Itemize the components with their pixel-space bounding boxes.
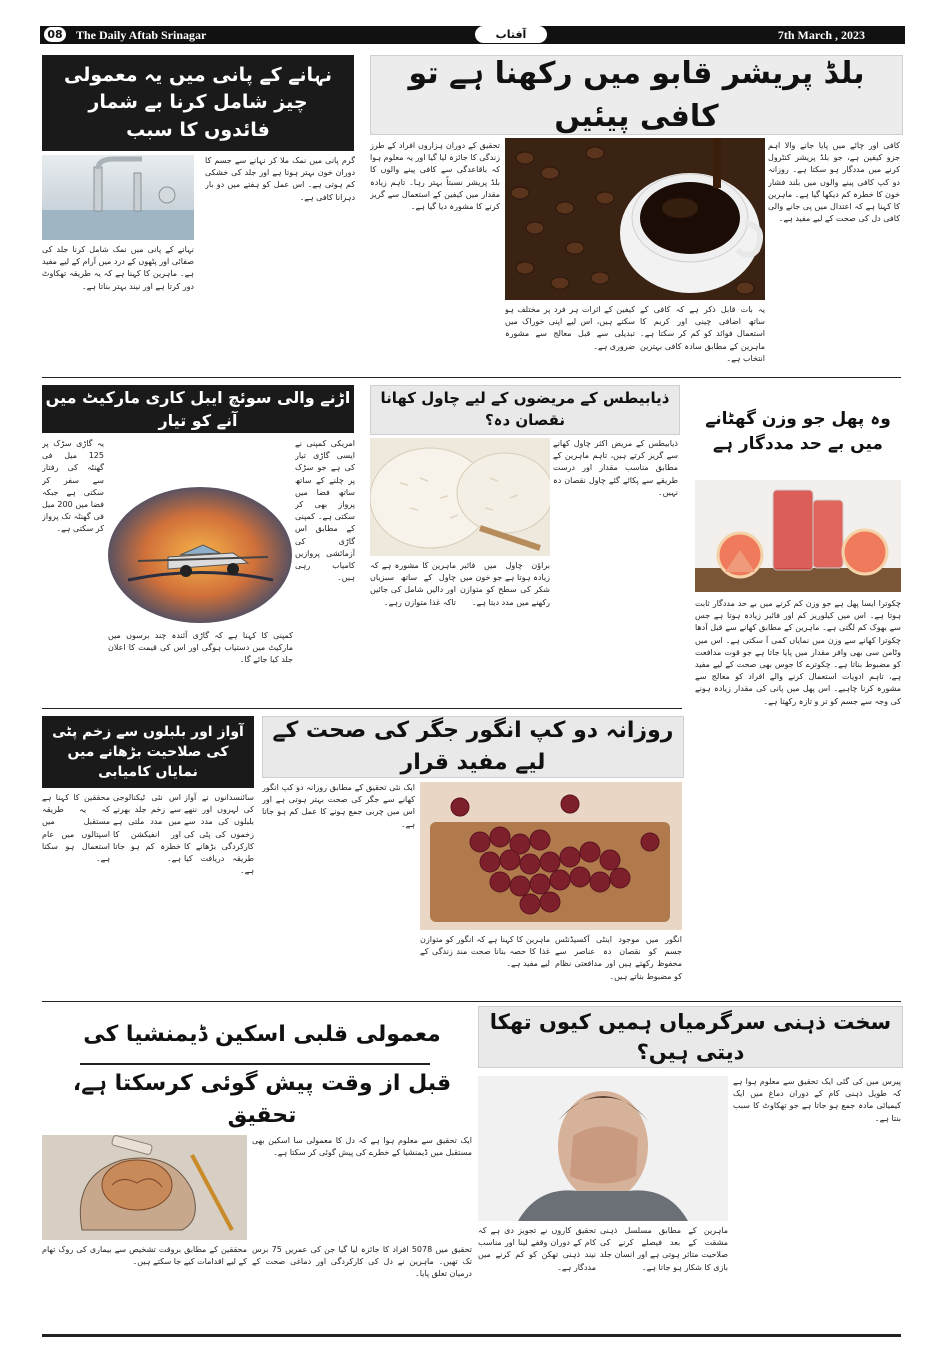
row-divider-3 bbox=[42, 1001, 901, 1002]
grapes-headline: روزانہ دو کپ انگور جگر کی صحت کے لیے مفید قرار bbox=[262, 716, 684, 778]
fruit-body: چکوترا ایسا پھل ہے جو وزن کم کرنے میں بے حد مددگار ثابت ہوتا ہے۔ اس میں کیلوریز کم اور فائبر زیادہ ہوتا ہے جس سے بھوک کم لگتی ہے۔ ماہرین کے مطابق کھانے سے قبل آدھا چکوترا کھانے سے وزن میں نمایاں کمی آ سکتی ہے۔ اس میں وٹامن سی بھی وافر مقدار میں پایا جاتا ہے جو قوت مدافعت کو مضبوط بناتا ہے۔ چکوترے کا جوس بھی صحت کے لیے مفید ہے، تاہم ادویات استعمال کرنے والے افراد کو معالج سے مشورہ کرنا چاہیے۔ اس پھل میں پانی کی مقدار زیادہ ہونے کی وجہ سے جسم کو تر و تازہ رکھتا ہے۔ bbox=[695, 599, 901, 706]
flying-car-image bbox=[108, 485, 293, 625]
dementia-body-col-2: تحقیق میں 5078 افراد کا جائزہ لیا گیا جن کی عمریں 75 برس تک تھیں۔ ماہرین نے دل کی کارکردگی اور دماغی صحت کے درمیان تعلق پایا۔ bbox=[252, 1245, 472, 1279]
issue-date: 7th March , 2023 bbox=[777, 28, 865, 42]
paper-logo: آفتاب bbox=[475, 26, 547, 43]
grapes-body-col-2: انگور میں موجود اینٹی آکسیڈنٹس جسم کو نقصان دہ عناصر سے محفوظ رکھتے ہیں اور مدافعتی نظام کو مضبوط بناتے ہیں۔ bbox=[555, 935, 682, 981]
dementia-body-col-1: ایک تحقیق سے معلوم ہوا ہے کہ دل کا معمولی سا اسکین بھی مستقبل میں ڈیمنشیا کے خطرے کی پیش گوئی کر سکتا ہے۔ bbox=[252, 1136, 472, 1158]
coffee-image bbox=[505, 138, 765, 300]
coffee-body-col-3: یہ بات قابل ذکر ہے کہ کافی کے ساتھ اضافی چینی اور کریم کا استعمال فوائد کو کم کر سکتا ہے۔ ماہرین کے مطابق سادہ کافی بہترین انتخاب ہے۔ bbox=[640, 305, 765, 363]
bath-body-col-1: نہانے کے پانی میں نمک شامل کرنا جلد کی صفائی اور پٹھوں کے درد میں آرام کے لیے مفید ہے۔ ماہرین کا کہنا ہے کہ یہ طریقہ تھکاوٹ دور کرتا ہے اور نیند بہتر بناتا ہے۔ bbox=[42, 245, 194, 291]
mental-body-col-3: تحقیق کاروں نے تجویز دی ہے کہ کام کے دوران وقفے لینا اور مناسب نیند ذہنی تھکن کو کم کرنے میں مددگار ہے۔ bbox=[478, 1226, 596, 1272]
wound-body-col-1: سائنسدانوں نے آواز کی لہروں اور ننھے بلبلوں کی مدد سے زخموں کی پٹی کی کارکردگی بڑھانے کا طریقہ دریافت کیا ہے۔ bbox=[184, 793, 254, 876]
page-bottom-rule bbox=[42, 1334, 901, 1337]
mental-body-col-2: ماہرین کے مطابق مسلسل ذہنی مشقت کے بعد فیصلے کرنے کی صلاحیت متاثر ہوتی ہے اور انسان جلد بازی کا شکار ہو جاتا ہے۔ bbox=[600, 1226, 728, 1272]
rice-headline: ذیابیطس کے مریضوں کے لیے چاول کھانا نقصان دہ؟ bbox=[370, 385, 680, 435]
flying-car-body-col-3: کمپنی کا کہنا ہے کہ گاڑی آئندہ چند برسوں میں مارکیٹ میں دستیاب ہوگی اور اس کی قیمت کا اعلان جلد کیا جائے گا۔ bbox=[108, 631, 293, 665]
tired-man-image bbox=[478, 1076, 728, 1221]
wound-body-col-2: اس نئی ٹیکنالوجی سے زخم جلد بھرنے میں مدد ملتی ہے اور انفیکشن کا خطرہ کم ہو جاتا ہے۔ bbox=[113, 793, 181, 864]
bath-headline: نہانے کے پانی میں یہ معمولی چیز شامل کرنا بے شمار فائدوں کا سبب bbox=[42, 55, 354, 151]
bath-body-col-2: گرم پانی میں نمک ملا کر نہانے سے جسم کا دوران خون بہتر ہوتا ہے اور جلد کی خشکی کم ہوتی ہے۔ اس عمل کو ہفتے میں دو بار دہرانا کافی ہے۔ bbox=[205, 156, 355, 202]
mental-headline: سخت ذہنی سرگرمیاں ہمیں کیوں تھکا دیتی ہیں؟ bbox=[478, 1006, 903, 1068]
row-divider-1 bbox=[42, 377, 901, 378]
grapes-body-col-1: ایک نئی تحقیق کے مطابق روزانہ دو کپ انگور کھانے سے جگر کی صحت بہتر ہوتی ہے اور اس میں چربی جمع ہونے کا عمل کم ہو جاتا ہے۔ bbox=[262, 783, 415, 829]
fruit-headline: وہ پھل جو وزن گھٹانے میں بے حد مددگار ہے bbox=[705, 409, 891, 454]
coffee-body-col-4: کیفین کے اثرات ہر فرد پر مختلف ہو سکتے ہیں، اس لیے اپنی خوراک میں تبدیلی سے قبل معالج سے مشورہ ضروری ہے۔ bbox=[505, 305, 635, 351]
flying-car-body-col-2: یہ گاڑی سڑک پر 125 میل فی گھنٹہ کی رفتار سے سفر کر سکتی ہے جبکہ فضا میں 200 میل فی گھنٹہ تک پرواز کر سکتی ہے۔ bbox=[42, 439, 104, 534]
flying-car-headline: اڑنے والی سوئچ ایبل کاری مارکیٹ میں آنے کو تیار bbox=[42, 385, 354, 433]
rice-body-col-3: ماہرین کا مشورہ ہے کہ چاول کے ساتھ سبزیاں اور دالیں شامل کی جائیں تاکہ غذا متوازن رہے۔ bbox=[370, 561, 456, 607]
coffee-body-col-2: تحقیق کے دوران ہزاروں افراد کے طرز زندگی کا جائزہ لیا گیا اور یہ معلوم ہوا کہ باقاعدگی سے کافی پینے والوں کا بلڈ پریشر نسبتاً بہتر رہا۔ تاہم زیادہ مقدار میں کیفین کے استعمال سے گریز کرنے کا مشورہ دیا گیا ہے۔ bbox=[370, 141, 500, 212]
coffee-headline: بلڈ پریشر قابو میں رکھنا ہے تو کافی پیئیں bbox=[370, 55, 903, 135]
wound-headline: آواز اور بلبلوں سے زخم پٹی کی صلاحیت بڑھانے میں نمایاں کامیابی bbox=[42, 716, 254, 788]
paper-name: The Daily Aftab Srinagar bbox=[76, 28, 207, 42]
row-divider-2 bbox=[42, 708, 682, 709]
dementia-headline-line-1: معمولی قلبی اسکین ڈیمنشیا کی bbox=[83, 1021, 441, 1047]
rice-body-col-1: ذیابیطس کے مریض اکثر چاول کھانے سے گریز کرتے ہیں، تاہم ماہرین کے مطابق مناسب مقدار اور درست طریقے سے پکائے گئے چاول نقصان دہ نہیں۔ bbox=[553, 439, 678, 497]
faucet-image bbox=[42, 155, 194, 240]
dementia-headline-line-2: قبل از وقت پیش گوئی کرسکتا ہے، تحقیق bbox=[72, 1071, 452, 1128]
rice-body-col-2: براؤن چاول میں فائبر زیادہ ہوتا ہے جو خون میں شکر کی سطح کو متوازن رکھنے میں مدد دیتا ہے۔ bbox=[460, 561, 550, 607]
flying-car-body-col-1: امریکی کمپنی نے ایسی گاڑی تیار کی ہے جو سڑک پر چلنے کے ساتھ ساتھ فضا میں پرواز بھی کر سکتی ہے۔ کمپنی کے مطابق اس گاڑی کی آزمائشی پروازیں کامیاب رہی ہیں۔ bbox=[295, 439, 355, 583]
page-number: 08 bbox=[44, 27, 66, 42]
grapefruit-image bbox=[695, 480, 901, 592]
masthead-bar bbox=[40, 26, 905, 44]
rice-image bbox=[370, 438, 550, 556]
coffee-body-col-1: کافی اور چائے میں پایا جانے والا اہم جزو کیفین ہے، جو بلڈ پریشر کنٹرول کرنے میں مددگار ہو سکتا ہے۔ روزانہ دو کپ کافی پینے والوں میں بلند فشار خون کا خطرہ کم دیکھا گیا ہے۔ ماہرین کا کہنا ہے کہ اعتدال میں پی جانے والی کافی دل کی صحت کے لیے مفید ہے۔ bbox=[768, 141, 900, 224]
dementia-headline-rule bbox=[80, 1063, 430, 1065]
brain-sketch-image bbox=[42, 1135, 247, 1240]
grapes-image bbox=[420, 782, 682, 930]
mental-body-col-1: پیرس میں کی گئی ایک تحقیق سے معلوم ہوا ہے کہ طویل ذہنی کام کے دوران دماغ میں ایک کیمیائی مادہ جمع ہو جاتا ہے جو تھکاوٹ کا سبب بنتا ہے۔ bbox=[733, 1077, 901, 1123]
wound-body-col-3: محققین کا کہنا ہے کہ یہ طریقہ مستقبل میں اسپتالوں میں عام استعمال ہو سکتا ہے۔ bbox=[42, 793, 110, 864]
dementia-body-col-3: محققین کے مطابق بروقت تشخیص سے بیماری کی روک تھام کے لیے اقدامات کیے جا سکتے ہیں۔ bbox=[42, 1245, 247, 1267]
grapes-body-col-3: ماہرین کا کہنا ہے کہ انگور کو متوازن غذا کا حصہ بنانا صحت مند زندگی کے لیے مفید ہے۔ bbox=[420, 935, 550, 969]
